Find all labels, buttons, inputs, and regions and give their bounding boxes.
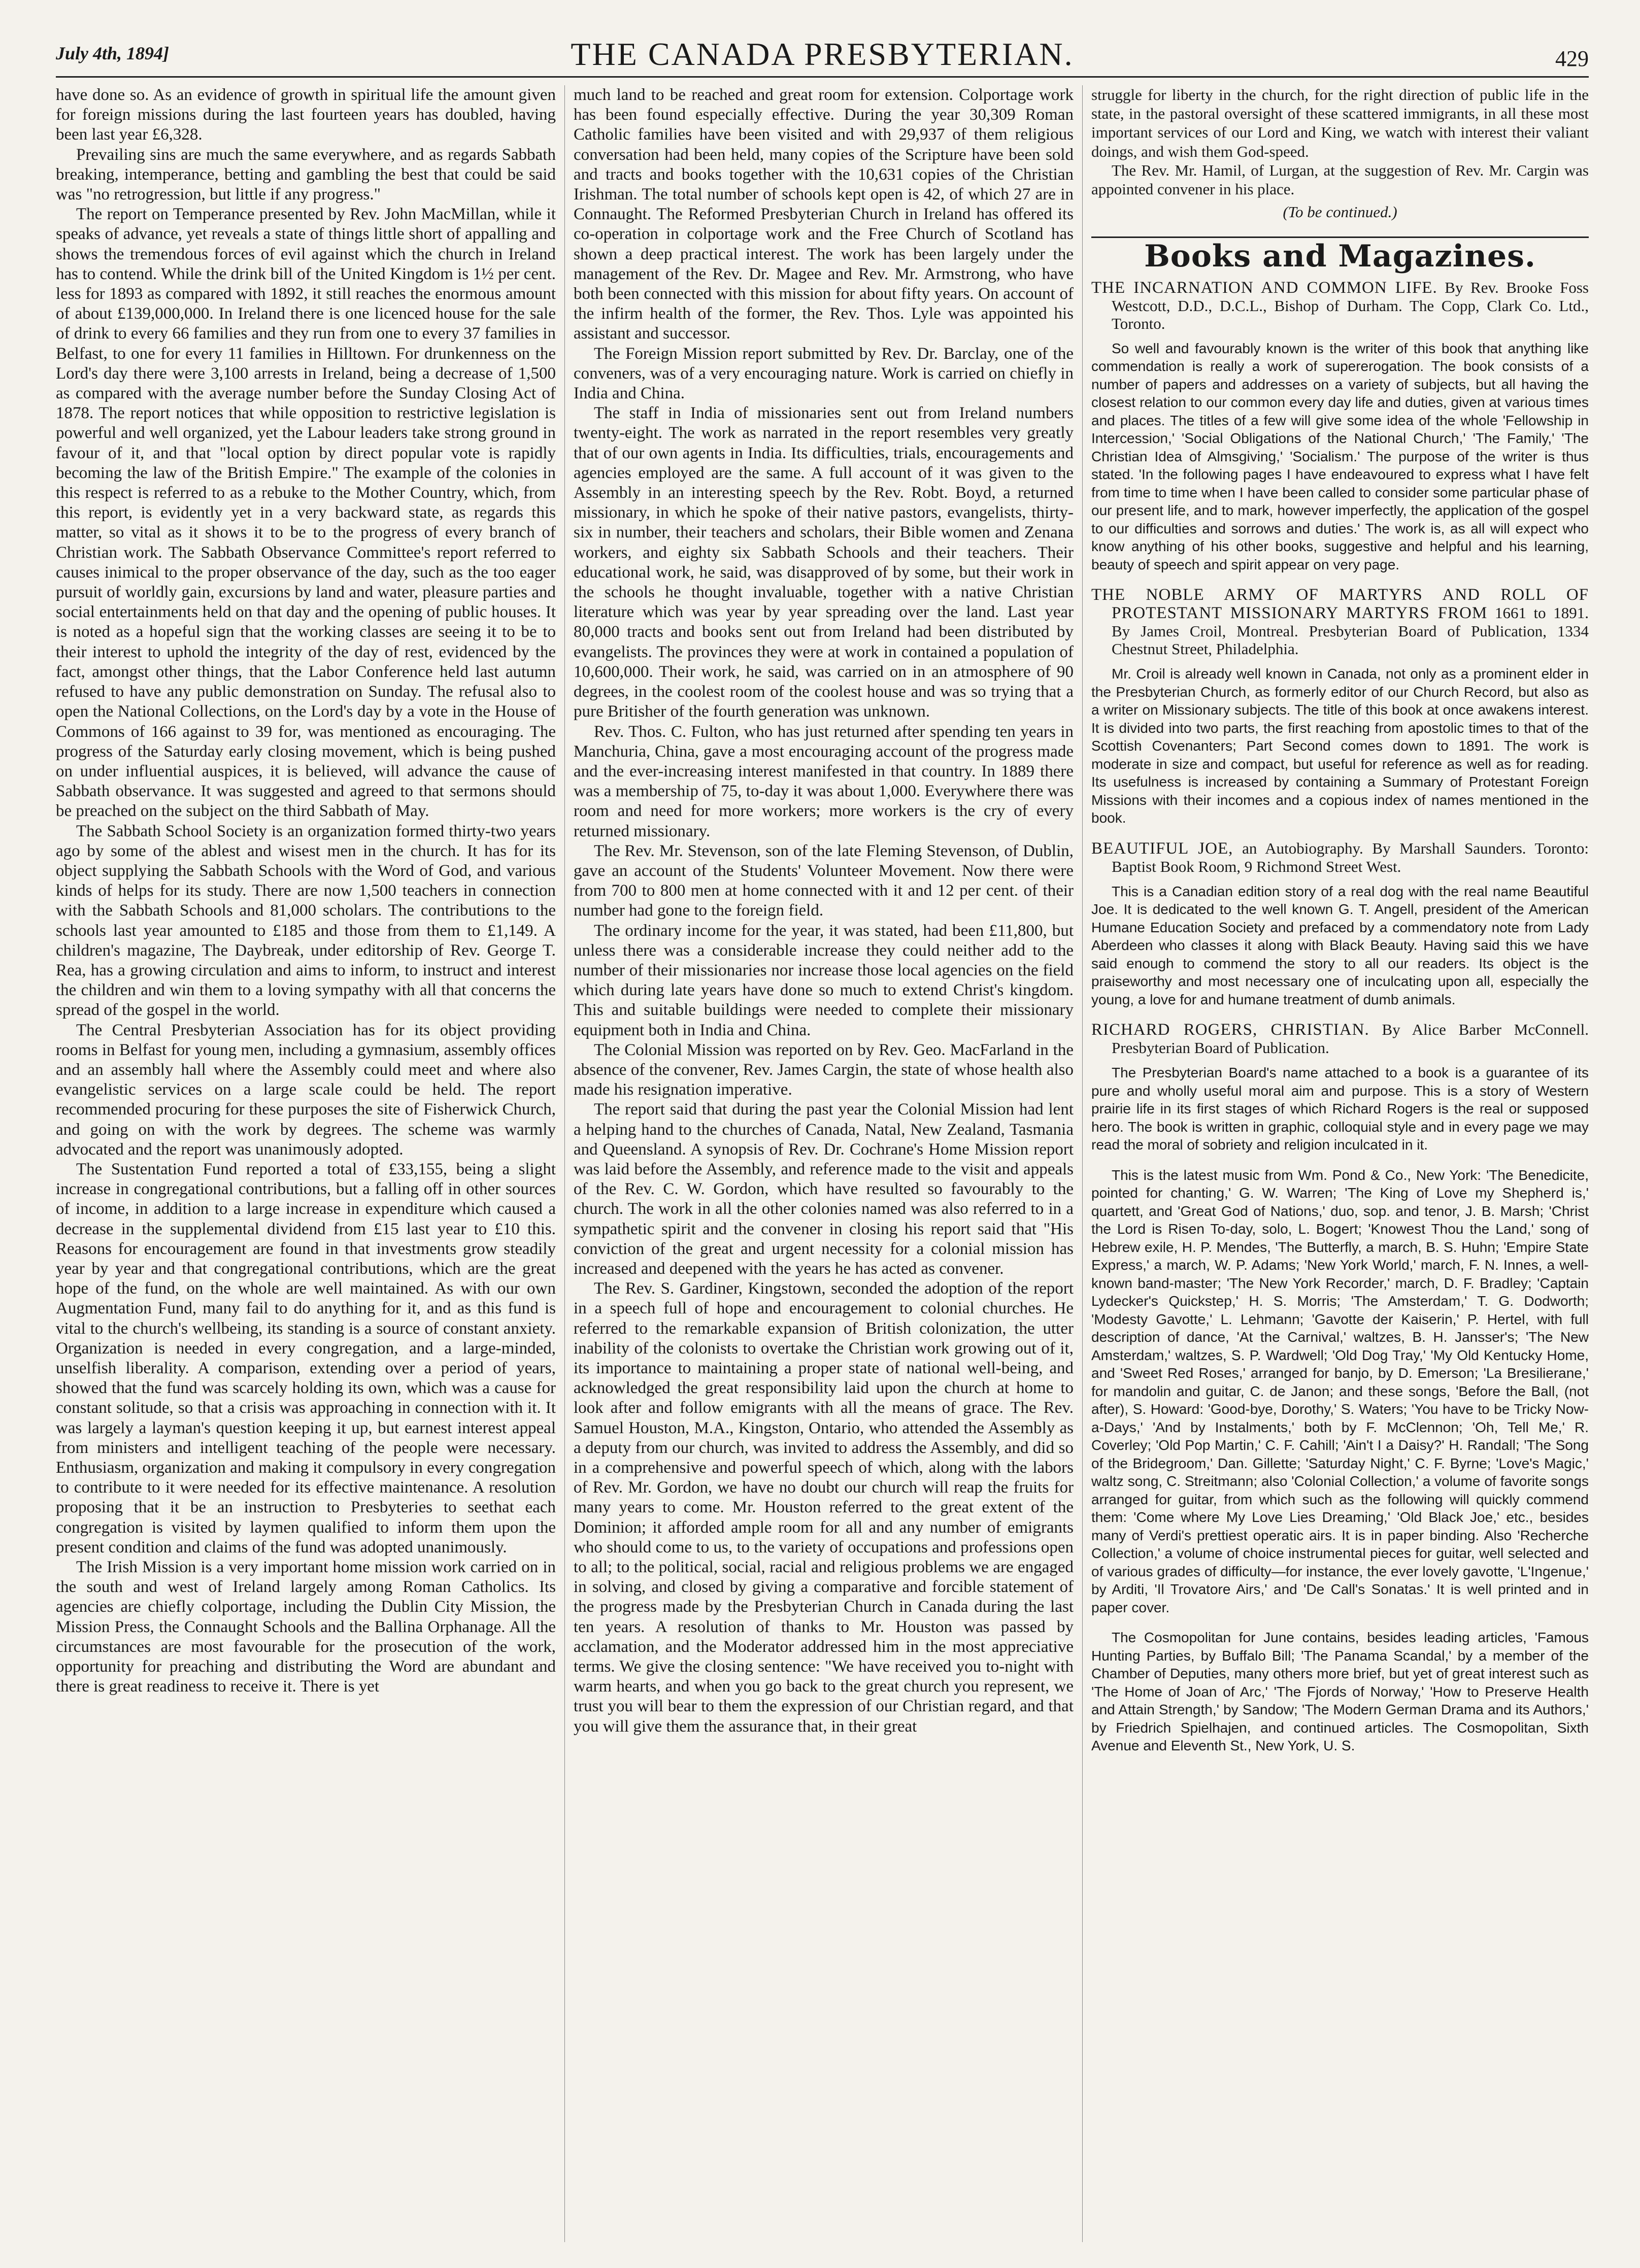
paragraph: Rev. Thos. C. Fulton, who has just returned after spending ten years in Manchuria, China, gave a most encouraging account of the progress made and the ever-increasing interest manifested in that country. In 1889 there was a membership of 75, to-day it was about 1,000. Everywhere there was room and need for more workers; more workers is the cry of every returned missionary. [574,722,1074,840]
paragraph: The Rev. Mr. Stevenson, son of the late Fleming Stevenson, of Dublin, gave an account of the Students' Volunteer Movement. Now there were from 700 to 800 men at home connected with it and 12 per cent. of their number had gone to the foreign field. [574,841,1074,920]
entry-title: THE NOBLE ARMY OF MARTYRS AND ROLL OF PROTESTANT MISSIONARY MARTYRS FROM [1091,586,1589,623]
paragraph: much land to be reached and great room for extension. Colportage work has been found especially effective. During the year 30,309 Roman Catholic families have been visited and with 29,937 of them religious conversation had been held, many copies of the Scripture have been sold and tracts and books together with the 10,631 copies of the Christian Irishman. The total number of schools kept open is 42, of which 27 are in Connaught. The Reformed Presbyterian Church in Ireland has offered its co-operation in colportage work and the Free Church of Scotland has shown a deep practical interest. The work has been largely under the management of the Rev. Dr. Magee and Rev. Mr. Armstrong, who have both been connected with this mission for about fifty years. On account of the infirm health of the former, the Rev. Thos. Lyle was appointed his assistant and successor. [574,86,1074,343]
paragraph: The report said that during the past year the Colonial Mission had lent a helping hand to the churches of Canada, Natal, New Zealand, Tasmania and Queensland. A synopsis of Rev. Dr. Cochrane's Home Mission report was laid before the Assembly, and reference made to the visit and appeals of the Rev. C. W. Gordon, which have resulted so favourably to the church. The work in all the other colonies named was also referred to in a sympathetic spirit and the convener in closing his report said that "His conviction of the great and urgent necessity for a colonial mission has increased and deepened with the years he has acted as convener. [574,1100,1074,1278]
entry-title: THE INCARNATION AND COMMON LIFE. [1091,278,1437,297]
entry-body: This is a Canadian edition story of a real dog with the real name Beautiful Joe. It is dedicated to the well known G. T. Angell, president of the American Humane Education Society and prefaced by a commendatory note from Lady Aberdeen who classes it along with Black Beauty. Having said this we have said enough to commend the story to all our readers. Its object is the praiseworthy and most necessary one of inculcating upon all, especially the young, a love for and humane treatment of dumb animals. [1091,883,1589,1007]
entry-body: So well and favourably known is the writer of this book that anything like commendation is really a work of supererogation. The book consists of a number of papers and addresses on a variety of subjects, but all having the closest relation to our common every day life and duties, given at various times and places. The titles of a few will give some idea of the whole 'Fellowship in Intercession,' 'Social Obligations of the National Church,' 'The Family,' 'The Christian Idea of Almsgiving,' 'Socialism.' The purpose of the writer is thus stated. 'In the following pages I have endeavoured to express what I have felt from time to time when I have been called to consider some particular phase of our present life, and to mark, however imperfectly, the application of the gospel to our difficulties and sorrows and duties.' The work is, as all will expect who know anything of his other books, suggestive and helpful and his learning, beauty of speech and spirit appear on very page. [1091,340,1589,572]
paragraph: The staff in India of missionaries sent out from Ireland numbers twenty-eight. The work as narrated in the report resembles very greatly that of our own agents in India. Its difficulties, trials, encouragements and agencies employed are the same. A full account of it was given to the Assembly in an interesting speech by the Rev. Robt. Boyd, a returned missionary, in which he spoke of their native pastors, evangelists, thirty-six in number, their teachers and scholars, their Bible women and Zenana workers, and eighty six Sabbath Schools and their teachers. Their educational work, he said, was disapproved of by some, but their work in the schools he thought invaluable, together with a native Christian literature which was year by year spreading over the land. Last year 80,000 tracts and books sent out from Ireland had been distributed by evangelists. The provinces they were at work in contained a population of 10,600,000. Their work, he said, was carried on in an atmosphere of 90 degrees, in the coolest room of the coolest house and was so trying that a pure Britisher of the fourth generation was unknown. [574,404,1074,721]
entry-heading [1091,586,1589,658]
issue-date: July 4th, 1894] [56,43,170,63]
paragraph: struggle for liberty in the church, for the right direction of public life in the state, in the pastoral oversight of these scattered immigrants, in all these most important services of our Lord and King, we watch with interest their valiant doings, and wish them God-speed. [1091,86,1589,160]
book-entry [1091,1021,1589,1154]
paragraph: The Irish Mission is a very important home mission work carried on in the south and west of Ireland largely among Roman Catholics. Its agencies are chiefly colportage, including the Dublin City Mission, the Mission Press, the Connaught Schools and the Ballina Orphanage. All the circumstances are most favourable for the prosecution of the work, opportunity for preaching and distributing the Word are abundant and there is great readiness to receive it. There is yet [56,1558,556,1696]
entry-title: RICHARD ROGERS, CHRISTIAN. [1091,1021,1369,1039]
paragraph: The Rev. Mr. Hamil, of Lurgan, at the suggestion of Rev. Mr. Cargin was appointed convener in his place. [1091,161,1589,198]
paragraph: The report on Temperance presented by Rev. John MacMillan, while it speaks of advance, yet reveals a state of things little short of appalling and shows the tremendous forces of evil against which the church in Ireland has to contend. While the drink bill of the United Kingdom is 1½ per cent. less for 1893 as compared with 1892, it still reaches the enormous amount of about £139,000,000. In Ireland there is one licenced house for the sale of drink to every 66 families and they run from one to every 37 families in Belfast, to one for every 11 families in Hilltown. For drunkenness on the Lord's day there were 3,100 arrests in Ireland, being a decrease of 1,500 as compared with the average number before the Sunday Closing Act of 1878. The report notices that while opposition to restrictive legislation is powerful and well organized, yet the Labour leaders take strong ground in favour of it, and that "local option by direct popular vote is rapidly becoming the law of the British Empire." The example of the colonies in this respect is referred to as a rebuke to the Mother Country, which, from this report, is evidently yet in a very backward state, as regards this matter, so vital as it shows it to be to the progress of every branch of Christian work. The Sabbath Observance Committee's report referred to causes inimical to the proper observance of the day, such as the too eager pursuit of worldly gain, excursions by land and water, pleasure parties and social entertainments held on that day and the opening of public houses. It is noted as a hopeful sign that the working classes are seeing it to be to their interest to uphold the integrity of the day of rest, evidenced by the fact, amongst other things, that the Labor Conference held last autumn refused to have any public demonstration on Sunday. The refusal also to open the National Collections, on the Lord's day by a vote in the House of Commons of 166 against to 39 for, was mentioned as encouraging. The progress of the Saturday early closing movement, which is being pushed on under influential auspices, it is believed, will advance the cause of Sabbath observance. It was suggested and agreed to that sermons should be preached on the subject on the third Sabbath of May. [56,205,556,821]
publication-title: THE CANADA PRESBYTERIAN. [571,36,1074,72]
paragraph: The Rev. S. Gardiner, Kingstown, seconded the adoption of the report in a speech full of hope and encouragement to colonial churches. He referred to the remarkable expansion of British colonization, the utter inability of the colonists to overtake the Christian work growing out of it, its importance to maintaining a proper state of national well-being, and acknowledged the great responsibility laid upon the church at home to look after and follow emigrants with all the means of grace. The Rev. Samuel Houston, M.A., Kingston, Ontario, who attended the Assembly as a deputy from our church, was invited to address the Assembly, and did so in a comprehensive and powerful speech of which, along with the labors of Rev. Mr. Gordon, we have no doubt our church will reap the fruits for many years to come. Mr. Houston referred to the great extent of the Dominion; it afforded ample room for all and any number of emigrants who should come to us, to the variety of occupations and professions open to all; to the political, social, racial and religious problems we are engaged in solving, and closed by giving a comparative and forcible statement of the progress made by the Presbyterian Church in Canada during the last ten years. A resolution of thanks to Mr. Houston was passed by acclamation, and the Moderator addressed him in the most appreciative terms. We give the closing sentence: "We have received you to-night with warm hearts, and when you go back to the great church you represent, we trust you will bear to them the expression of our Christian regard, and that you will give them the assurance that, in their great [574,1279,1074,1736]
magazine-notice [1091,1629,1589,1755]
paragraph: Prevailing sins are much the same everywhere, and as regards Sabbath breaking, intemperance, betting and gambling the best that could be said was "no retrogression, but little if any progress." [56,145,556,204]
entry-byline: By Rev. Brooke Foss Westcott, D.D., D.C.L., Bishop of Durham. The Copp, Clark Co. Ltd., Toronto. [1112,278,1589,332]
column-3 [1091,85,1589,2242]
paragraph: The Sabbath School Society is an organization formed thirty-two years ago by some of the ablest and wisest men in the church. It has for its object supplying the Sabbath Schools with the Word of God, and various kinds of helps for its study. There are now 1,500 teachers in connection with the Sabbath Schools and 81,000 scholars. The contributions to the schools last year amounted to £185 and those from them to £1,149. A children's magazine, The Daybreak, under editorship of Rev. George T. Rea, has a growing circulation and aims to inform, to instruct and interest the children and win them to a loving sympathy with all that concerns the spread of the gospel in the world. [56,822,556,1020]
book-entry [1091,586,1589,827]
entry-body: Mr. Croil is already well known in Canada, not only as a prominent elder in the Presbyterian Church, as formerly editor of our Church Record, but also as a writer on Missionary subjects. The title of this book at once awakens interest. It is divided into two parts, the first reaching from apostolic times to that of the Scottish Covenanters; Part Second comes down to 1891. The work is moderate in size and compact, but useful for reference as well as for reading. Its usefulness is increased by containing a Summary of Protestant Foreign Missions with their incomes and a copious index of names mentioned in the book. [1091,666,1589,826]
paragraph: The ordinary income for the year, it was stated, had been £11,800, but unless there was a considerable increase they could neither add to the number of their missionaries nor increase those local agencies on the field which during late years have done so much to extend Christ's kingdom. This and suitable buildings were needed to complete their missionary equipment both in India and China. [574,921,1074,1039]
entry-body: The Presbyterian Board's name attached to a book is a guarantee of its pure and wholly useful moral aim and purpose. This is a story of Western prairie life in its first stages of which Richard Rogers is the real or supposed hero. The book is written in graphic, colloquial style and in every page we may read the moral of sobriety and religion inculcated in it. [1091,1065,1589,1153]
paragraph: The Foreign Mission report submitted by Rev. Dr. Barclay, one of the conveners, was of a very encouraging nature. Work is carried on chiefly in India and China. [574,344,1074,403]
book-entry [1091,839,1589,1009]
columns [56,85,1589,2242]
section-heading: Books and Magazines. [1091,236,1589,266]
page-number: 429 [1555,46,1589,71]
entry-heading [1091,839,1589,875]
book-entry [1091,279,1589,574]
entry-body: This is the latest music from Wm. Pond & Co., New York: 'The Benedicite, pointed for chanting,' G. W. Warren; 'The King of Love my Shepherd is,' quartett, and 'Great God of Nations,' duo, sop. and tenor, J. B. Marsh; 'Christ the Lord is Risen To-day, solo, L. Bogert; 'Knowest Thou the Land,' song of Hebrew exile, H. P. Mendes, 'The Butterfly, a march, B. S. Huhn; 'Empire State Express,' a march, W. P. Adams; 'New York World,' march, F. N. Innes, a well-known band-master; 'The New York Recorder,' march, D. F. Bradley; 'Captain Lydecker's Quickstep,' H. S. Morris; 'The Amsterdam,' T. G. Dodworth; 'Modesty Gavotte,' L. Lehmann; 'Gavotte der Kaiserin,' P. Hertel, with full description of dance, 'At the Carnival,' waltzes, B. H. Jansser's; 'The New Amsterdam,' waltzes, S. P. Wardwell; 'Old Dog Tray,' 'My Old Kentucky Home, and 'Sweet Red Roses,' arranged for banjo, by D. Emerson; 'La Bresilierane,' for mandolin and guitar, C. de Janon; and these songs, 'Before the Ball, (not after), S. Howard: 'Good-bye, Dorothy,' S. Waters; 'You have to be Tricky Now-a-Days,' 'And by Instalments,' both by F. McClennon; 'Oh, Tell Me,' R. Coverley; 'Old Pop Martin,' C. F. Cahill; 'Ain't I a Daisy?' H. Randall; 'The Song of the Bridegroom,' Dan. Gillette; 'Saturday Night,' C. F. Byrne; 'Love's Magic,' waltz song, C. Streitmann; also 'Colonial Collection,' a volume of favorite songs arranged for guitar, from which such as the following will quickly commend them: 'Come where My Love Lies Dreaming,' 'Old Black Joe,' etc., besides many of Verdi's prettiest operatic airs. It is in paper binding. Also 'Recherche Collection,' a volume of choice instrumental pieces for guitar, well selected and of various grades of difficulty—for instance, the ever lovely gavotte, 'L'Ingenue,' by Arditi, 'Il Trovatore Airs,' and 'De Call's Sonatas.' It is well printed and in paper cover. [1091,1167,1589,1615]
paragraph: The Central Presbyterian Association has for its object providing rooms in Belfast for young men, including a gymnasium, assembly offices and an assembly hall where the Assembly could meet and where also evangelistic services on a large scale could be held. The report recommended procuring for these purposes the site of Fisherwick Church, and going on with the work by degrees. The scheme was warmly advocated and the report was unanimously adopted. [56,1021,556,1159]
entry-body: The Cosmopolitan for June contains, besides leading articles, 'Famous Hunting Parties, by Buffalo Bill; 'The Panama Scandal,' by a member of the Chamber of Deputies, many others more brief, but yet of great interest such as 'The Home of Joan of Arc,' 'The Fjords of Norway,' 'How to Preserve Health and Attain Strength,' by Sandow; 'The Modern German Drama and its Authors,' by Friedrich Spielhajen, and continued articles. The Cosmopolitan, Sixth Avenue and Eleventh St., New York, U. S. [1091,1630,1589,1754]
entry-heading [1091,279,1589,332]
column-1 [56,85,556,2242]
masthead [56,25,1589,78]
music-notice [1091,1166,1589,1617]
entry-title: BEAUTIFUL JOE, [1091,839,1233,858]
newspaper-page [56,25,1589,2248]
entry-byline: an Autobiography. By Marshall Saunders. Toronto: Baptist Book Room, 9 Richmond Street West. [1112,839,1589,875]
entry-heading [1091,1021,1589,1057]
paragraph: have done so. As an evidence of growth in spiritual life the amount given for foreign missions during the last fourteen years has doubled, having been last year £6,328. [56,86,556,144]
entry-byline: 1661 to 1891. By James Croil, Montreal. Presbyterian Board of Publication, 1334 Chestnut Street, Philadelphia. [1112,604,1589,658]
column-2 [574,85,1074,2242]
paragraph: The Colonial Mission was reported on by Rev. Geo. MacFarland in the absence of the convener, Rev. James Cargin, the state of whose health also made his resignation imperative. [574,1040,1074,1099]
entry-byline: By Alice Barber McConnell. Presbyterian Board of Publication. [1112,1021,1589,1057]
continued-note: (To be continued.) [1283,203,1397,221]
paragraph: The Sustentation Fund reported a total of £33,155, being a slight increase in congregational contributions, but a falling off in other sources of income, in addition to a large increase in expenditure which caused a decrease in the supplemental dividend from £15 last year to £10 this. Reasons for encouragement are found in that investments grow steadily year by year and that congregational contributions, which are the great hope of the fund, on the whole are well maintained. As with our own Augmentation Fund, many fail to do anything for it, and as this fund is vital to the church's wellbeing, its standing is a source of constant anxiety. Organization is needed in every congregation, and a large-minded, unselfish liberality. A comparison, extending over a period of years, showed that the fund was scarcely holding its own, which was a cause for constant solitude, so that a crisis was approaching in connection with it. It was largely a layman's question keeping it up, but earnest interest appeal from ministers and intelligent teaching of the people were necessary. Enthusiasm, organization and making it compulsory in every congregation to contribute to it were needed for its effective maintenance. A resolution proposing that it be an instruction to Presbyteries to seethat each congregation is visited by laymen qualified to inform them upon the present condition and claims of the fund was adopted unanimously. [56,1160,556,1556]
